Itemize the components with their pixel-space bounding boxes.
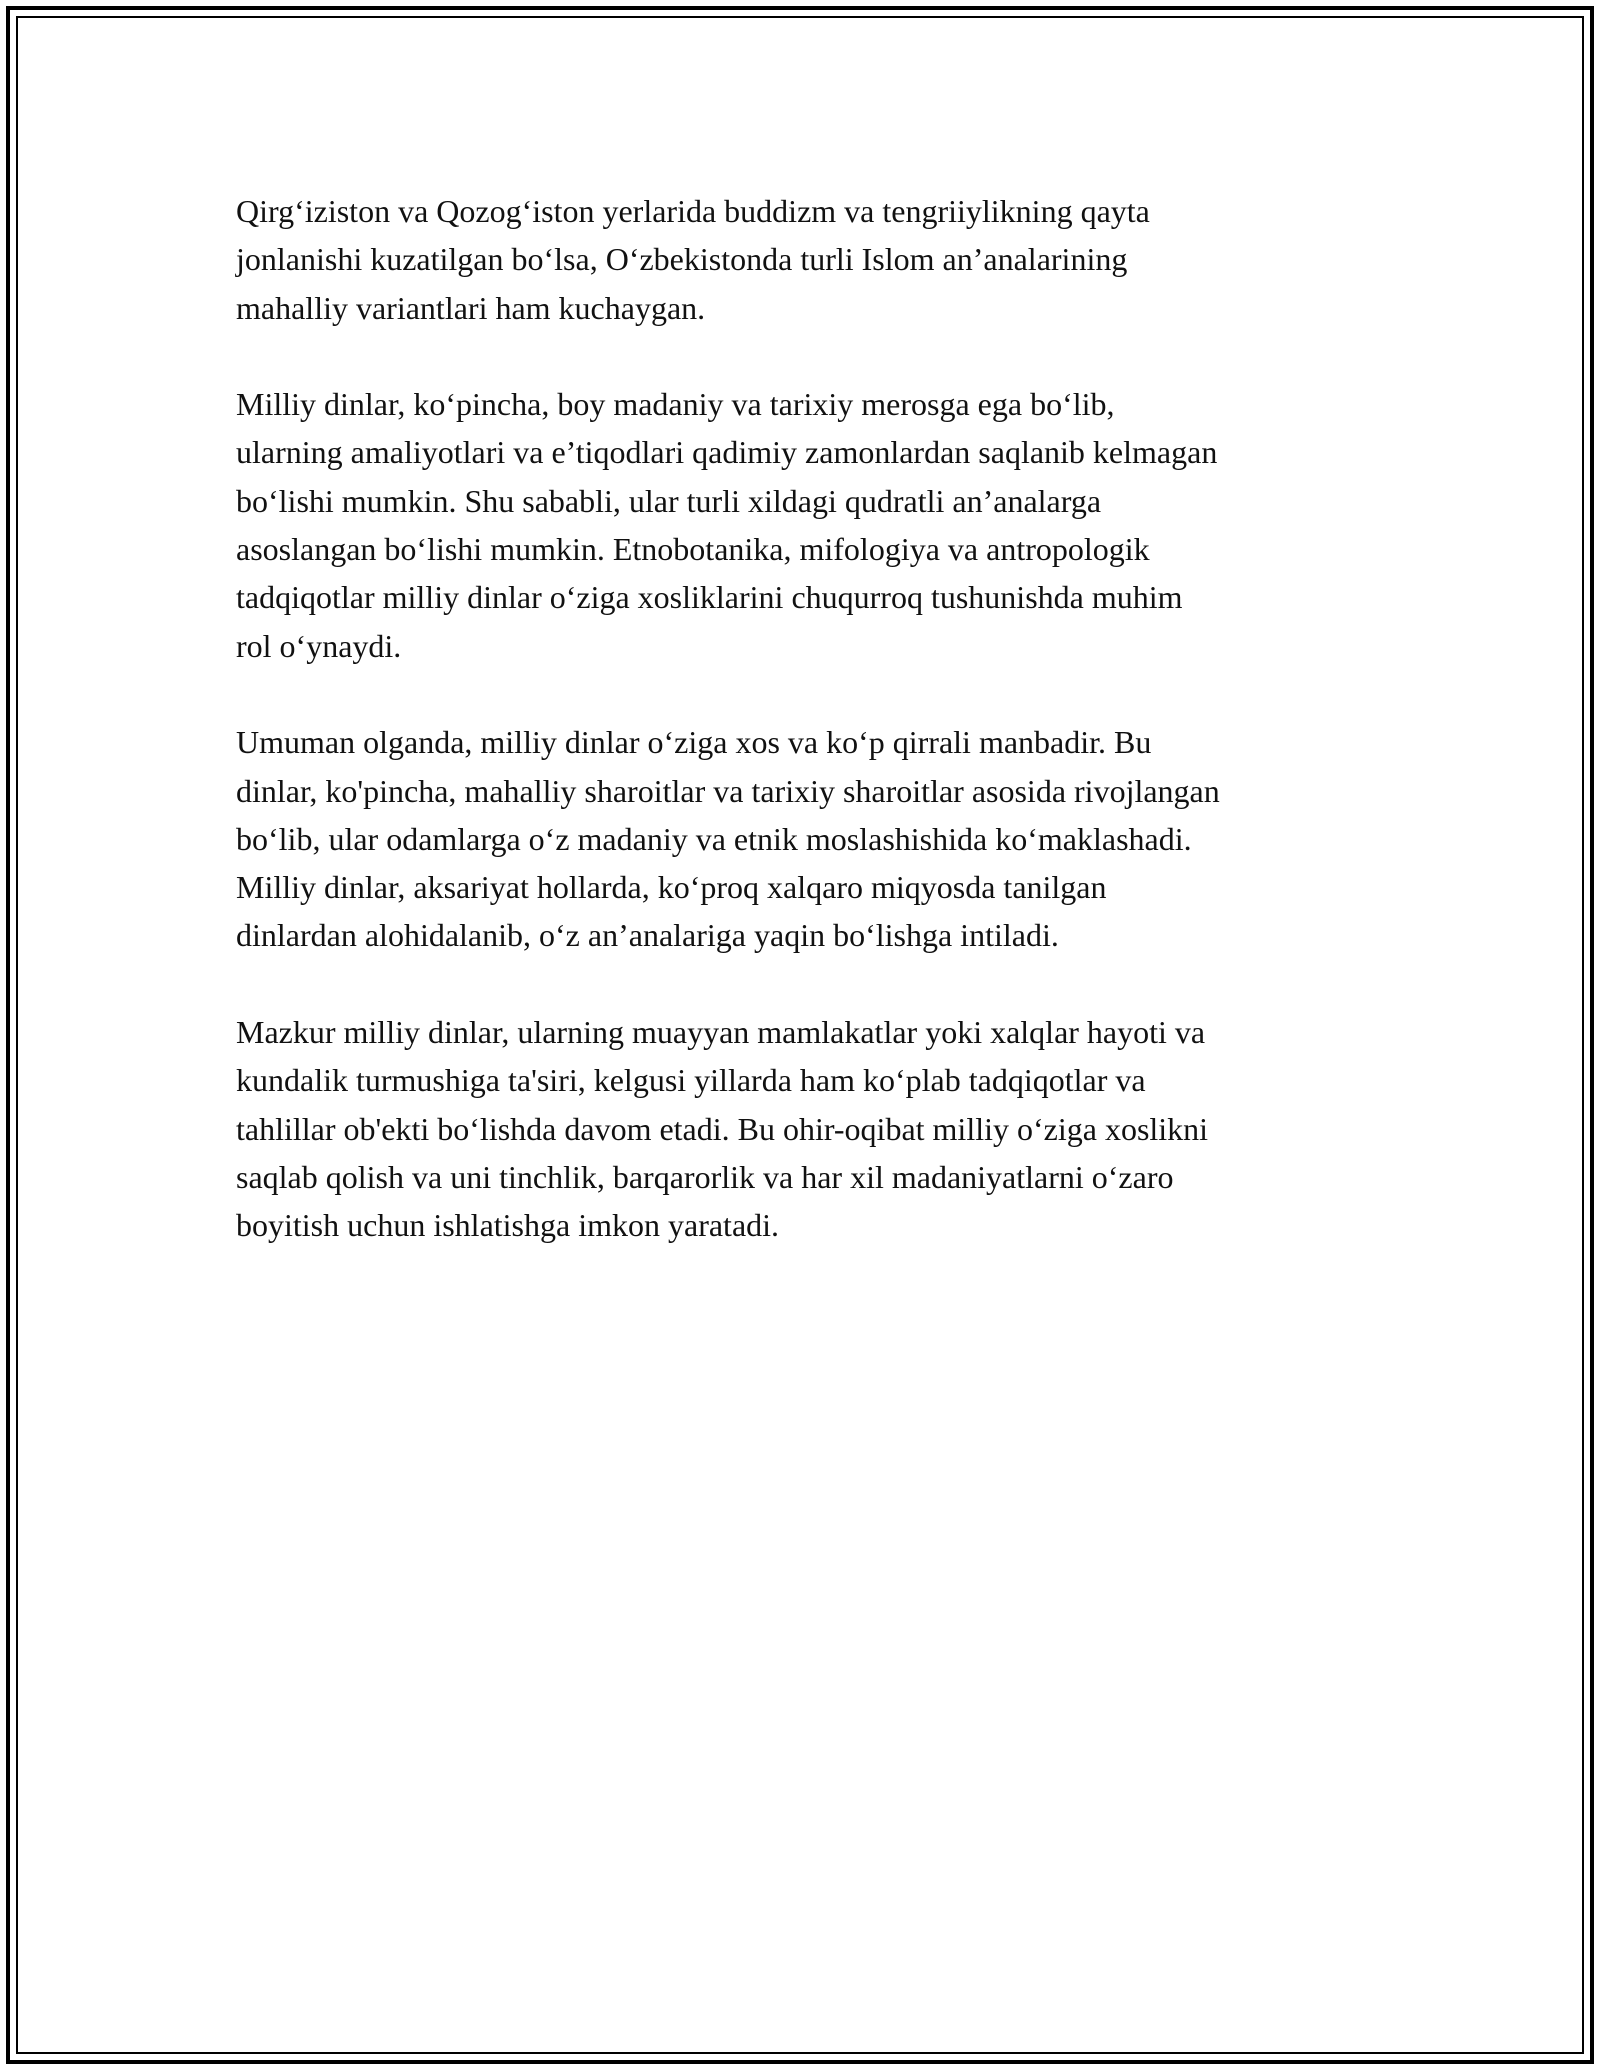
paragraph-3: Umuman olganda, milliy dinlar o‘ziga xos va ko‘p qirrali manbadir. Bu dinlar, ko'pincha, mahalliy sharoitlar va tarixiy sharoitlar asosida rivojlangan bo‘lib, ular odamlarga o‘z madaniy va etnik moslashishida ko‘maklashadi. Milliy dinlar, aksariyat hollarda, ko‘proq xalqaro miqyosda tanilgan dinlardan alohidalanib, o‘z an’analariga yaqin bo‘lishga intiladi.	[236, 724, 1220, 954]
document-body	[236, 187, 1376, 1298]
paragraph-4: Mazkur milliy dinlar, ularning muayyan mamlakatlar yoki xalqlar hayoti va kundalik turmushiga ta'siri, kelgusi yillarda ham ko‘plab tadqiqotlar va tahlillar ob'ekti bo‘lishda davom etadi. Bu ohir-oqibat milliy o‘ziga xoslikni saqlab qolish va uni tinchlik, barqarorlik va har xil madaniyatlarni o‘zaro boyitish uchun ishlatishga imkon yaratadi.	[236, 1014, 1209, 1244]
paragraph-2: Milliy dinlar, ko‘pincha, boy madaniy va tarixiy merosga ega bo‘lib, ularning amaliyotlari va e’tiqodlari qadimiy zamonlardan saqlanib kelmagan bo‘lishi mumkin. Shu sababli, ular turli xildagi qudratli an’analarga asoslangan bo‘lishi mumkin. Etnobotanika, mifologiya va antropologik tadqiqotlar milliy dinlar o‘ziga xosliklarini chuqurroq tushunishda muhim rol o‘ynaydi.	[236, 386, 1218, 664]
paragraph-1: Qirg‘iziston va Qozog‘iston yerlarida buddizm va tengriiylikning qayta jonlanishi kuzatilgan bo‘lsa, O‘zbekistonda turli Islom an’analarining mahalliy variantlari ham kuchaygan.	[236, 193, 1150, 326]
